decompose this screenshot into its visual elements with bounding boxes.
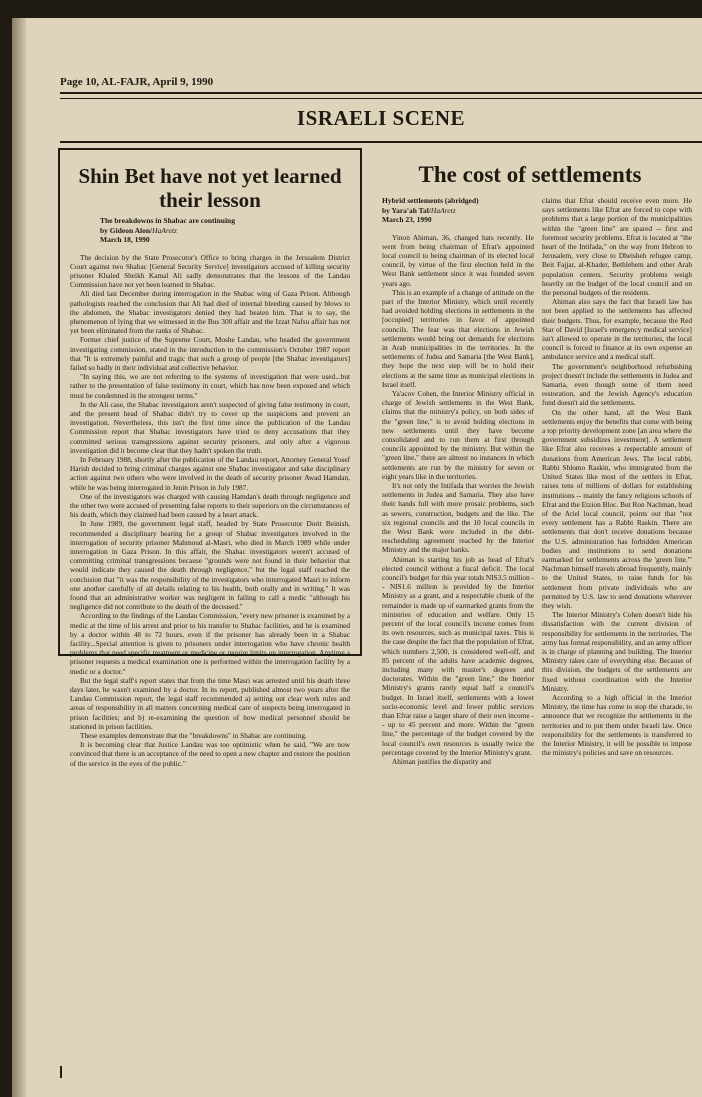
left-article-box <box>58 148 362 768</box>
left-article-byline <box>100 216 350 245</box>
paragraph: Ali died last December during interrogation in the Shabac wing of Gaza Prison. Although pathologists reached the conclusion that Ali had died of internal bleeding caused by blows to the abdomen, the Shabac investigators denied they had beaten him. That is to say, the phenomenon of lying that we witnessed in the Bus 300 affair and the Izzat Nafsu affair has not yet been eliminated from the ranks of Shabac. <box>70 289 350 336</box>
paragraph: Ahiman also says the fact that Israeli law has not been applied to the settlements has affected their budgets. Thus, for example, because the Red Star of David [Israel's emergency medical service] isn't allowed to operate in the territories, the local council is forced to finance at its own expense an ambulance service and a medical staff. <box>542 297 692 362</box>
paragraph: "In saying this, we are not referring to the systems of investigation that were used...but rather to the presentation of false testimony in court, which has now been exposed and which must be condemned in the strongest terms." <box>70 372 350 400</box>
paragraph: In February 1988, shortly after the publication of the Landau report, Attorney General Yosef Harish decided to bring criminal charges against one Shabac investigator and take disciplinary action against two others who were involved in the death of security prisoner Awad Hamdan, while he was being interrogated in Jenin Prison in July 1987. <box>70 454 350 492</box>
paragraph: These examples demonstrate that the "breakdowns" in Shabac are continuing. <box>80 731 307 741</box>
paragraph: Ahiman justifies the disparity and <box>392 757 491 767</box>
byline-date: March 23, 1990 <box>382 215 432 224</box>
section-rule <box>60 141 702 143</box>
paragraph: It's not only the Intifada that worries the Jewish settlements in Judea and Samaria. They also have their hands full with more prosaic problems, such as sewers, construction, budgets and the like. The six regional councils and the 10 local councils in the West Bank were included in the debt-rescheduling agreement reached by the Interior Ministry and the major banks. <box>382 480 534 555</box>
byline-author-line <box>100 226 350 236</box>
margin-mark <box>60 1066 62 1078</box>
left-article-body <box>70 253 350 768</box>
byline-date: March 18, 1990 <box>100 235 150 244</box>
paragraph: According to the findings of the Landau Commission, "every new prisoner is examined by a medic at the time of his arrest and prior to his transfer to Shabac facilities, and he is examined by a doctor within 48 to 72 hours, even if the prisoner has already been in a Shabac facility...Special attention is given to prisoners under interrogation who have chronic health problems that need specific treatment or medicine or require limits on interrogation. Anytime a prisoner requests a medical examination one is performed within the interrogation facility by a medic or a doctor." <box>70 611 350 676</box>
paragraph: The government's neighborhood refurbishing project doesn't include the settlements in Judea and Samaria, even though some of them need restoration, and the Jewish Agency's education fund doesn't aid the settlements. <box>542 361 692 408</box>
paragraph: This is an example of a change of attitude on the part of the Interior Ministry, which until recently had avoided holding elections in settlements in the [occupied] territories in favor of appointed councils. The fear was that elections in Jewish settlements would bring out demands for elections in Arab municipalities in the territories. In the settlements of Judea and Samaria [the West Bank], they hope the next step will be to hold their elections at the same time as municipal elections in Israel itself. <box>382 287 534 389</box>
paragraph: claims that Efrat should receive even more. He says settlements like Efrat are forced to cope with problems that a large portion of the municipalities within the "green line" are spared -- first and foremost security problems. Efrat is located at "the heart of the Intifada," on the way from Hebron to Jerusalem, very close to Dheisheh refugee camp, Beit Fajjar, al-Khader, Bethlehem and other Arab population centers. Security problems weigh heavily on the budget of the local council and on the personal budgets of the residents. <box>542 196 692 298</box>
paragraph: In June 1989, the government legal staff, headed by State Prosecutor Dorit Beinish, recommended a disciplinary hearing for a group of Shabac investigators involved in the interrogation of security prisoner Mahmoud al-Masri, who died in March 1989 while under interrogation in Gaza Prison. In this affair, the Shabac investigators weren't accused of committing criminal transgressions because "grounds were not found in their behavior that would indicate they caused the death through negligence," but the legal staff reached the conclusion that "it was the responsibility of the investigators who interrogated Masri to inform one another carefully of all details relating to his health, both orally and in writing." It was found that an administrative worker was negligent in failing to call a medic "although his negligence did not contribute to the death of the deceased." <box>70 519 350 612</box>
left-article-headline: Shin Bet have not yet learned their lesson <box>78 164 342 212</box>
paragraph: The decision by the State Prosecutor's Office to bring charges in the Jerusalem District Court against two Shabac [General Security Service] investigators accused of killing security prisoner Khaled Sheikh Kamal Ali sadly demonstrates that the lessons of the Landau Commission have not yet been learned in Shabac. <box>70 252 350 290</box>
newspaper-page <box>12 18 702 1097</box>
paragraph: Yinon Ahiman, 36, changed hats recently. He went from being chairman of Efrat's appointed local council to being chairman of its elected local council, by virtue of the first election held in the West Bank settlement since it was founded seven years ago. <box>382 232 534 288</box>
binding-gutter <box>12 18 26 1097</box>
byline-source: HaAretz <box>430 205 456 215</box>
right-article-column-1 <box>382 196 534 1076</box>
byline-subtitle: The breakdowns in Shabac are continuing <box>100 216 235 225</box>
paragraph: Ahiman is starting his job as head of Efrat's elected council without a fiscal deficit. The local council's budget for this year totals NIS3.5 million -- NIS1.6 million is provided by the Interior Ministry as a grant, and a respectable chunk of the remainder is made up of earmarked grants from the ministries of education and welfare. Only 15 percent of the local council's income comes from its own resources, such as municipal taxes. This is the case despite the fact that the population of Efrat, which numbers 2,500, is considered well-off, and 85 percent of the adults have academic degrees, including many with master's degrees and doctorates. Within the "green line," the Interior Ministry's grants rarely equal half a council's budget. In Israel itself, settlements with a lower socio-economic level and fewer public services than Efrat raise a larger share of their own income -- up to 45 percent and more. Within the "green line," the percentage of the budget covered by the local council's own resources is usually twice the percentage covered by the Interior Ministry's grant. <box>382 554 534 757</box>
right-article-byline <box>382 196 534 225</box>
column-body <box>382 233 534 767</box>
byline-source: HaAretz <box>152 225 177 235</box>
paragraph: On the other hand, all the West Bank settlements enjoy the benefits that come with being a top priority development zone [an area where the government subsidizes investment]. A settlement like Efrat also receives a respectable amount of donations from American Jews. The local rabbi, Rabbi Shlomo Raskin, who immigrated from the United States like most of the settlers in Efrat, raises tens of millions of dollars for establishing institutions -- mainly the fancy religious schools of Efrat and the Etzion Bloc. But Ron Nachman, head of the Ariel local council, points out that "not every settlement has a Rabbi Raskin. There are settlements that don't receive donations because the U.S. administration has forbidden American bodies and institutions to send donations earmarked for settlements across the 'green line.'" Nachman himself travels abroad frequently, mainly to the United States, to raise funds for his settlement from private individuals who are permitted by U.S. law to send donations wherever they wish. <box>542 407 692 610</box>
paragraph: One of the investigators was charged with causing Hamdan's death through negligence and the other two were accused of presenting false reports to their superiors on the circumstances of his death, which they claimed had been caused by a heart attack. <box>70 491 350 520</box>
byline-author-line <box>382 206 534 216</box>
header-rule-thin <box>60 98 702 99</box>
header-rule <box>60 92 702 94</box>
column-body <box>542 196 692 757</box>
byline-author: by Gideon Alon/ <box>100 225 153 235</box>
byline-author: by Yara'ah Tal/ <box>382 205 431 215</box>
paragraph: Ya'acov Cohen, the Interior Ministry official in charge of Jewish settlements in the West Bank, claims that the ministry's policy, on both sides of the "green line," is to avoid holding elections in new settlements until they have become consolidated and to run them at first through councils appointed by the ministry. But within the "green line," there are almost no instances in which settlements are run by the ministry for seven or eight years like in the territories. <box>382 388 534 481</box>
paragraph: Former chief justice of the Supreme Court, Moshe Landau, who headed the government investigating commission, stated in the introduction to the commission's October 1987 report that "It is extremely painful and tragic that such a group of people [the Shabac investigators] failed so badly in their individual and collective behavior. <box>70 335 350 372</box>
right-article-column-2 <box>542 196 692 1076</box>
byline-subtitle: Hybrid settlements (abridged) <box>382 196 479 205</box>
running-head: Page 10, AL-FAJR, April 9, 1990 <box>60 76 214 88</box>
paragraph: But the legal staff's report states that from the time Masri was arrested until his death three days later, he wasn't examined by a doctor. In its report, published almost two years after the Landau Commission report, the legal staff recommended a) setting out clear work rules and areas of responsibility in all matters concerning medical care of suspects being interrogated in prison facilities; and b) re-examining the question of how medical personnel should be stationed in prison facilities. <box>70 675 350 731</box>
paragraph: In the Ali case, the Shabac investigators aren't suspected of giving false testimony in court, and the present head of Shabac didn't try to cover up the suspicions and prevent an investigation. Nevertheless, this isn't the first time since the publication of the Landau Commission report that Shabac investigators have tried to deny accusations that they committed serious transgressions against security prisoners, and only after a vigorous investigation did it become clear that they hadn't spoken the truth. <box>70 399 350 455</box>
section-title: ISRAELI SCENE <box>296 106 466 130</box>
paragraph: According to a high official in the Interior Ministry, the time has come to stop the charade, to announce that we recognize the settlements in the territories and to put them under Israeli law. Once responsibility for the settlements is transferred to the Interior Ministry, it will be possible to impose the ministry's policies and save on resources. <box>542 692 692 758</box>
paragraph: It is becoming clear that Justice Landau was too optimistic when he said, "We are now convinced that there is an acceptance of the need to open a new chapter and restore the position of the service in the eyes of the public." <box>70 740 350 768</box>
paragraph: The Interior Ministry's Cohen doesn't hide his dissatisfaction with the current division of responsibility for settlements in the territories. The army has formal responsibility, and an army officer is in charge of planning and building. The Interior Ministry takes care of everything else. Because of this division, the budgets of the settlements are fixed without coordination with the Interior Ministry. <box>542 610 692 693</box>
right-article-headline: The cost of settlements <box>418 162 642 187</box>
